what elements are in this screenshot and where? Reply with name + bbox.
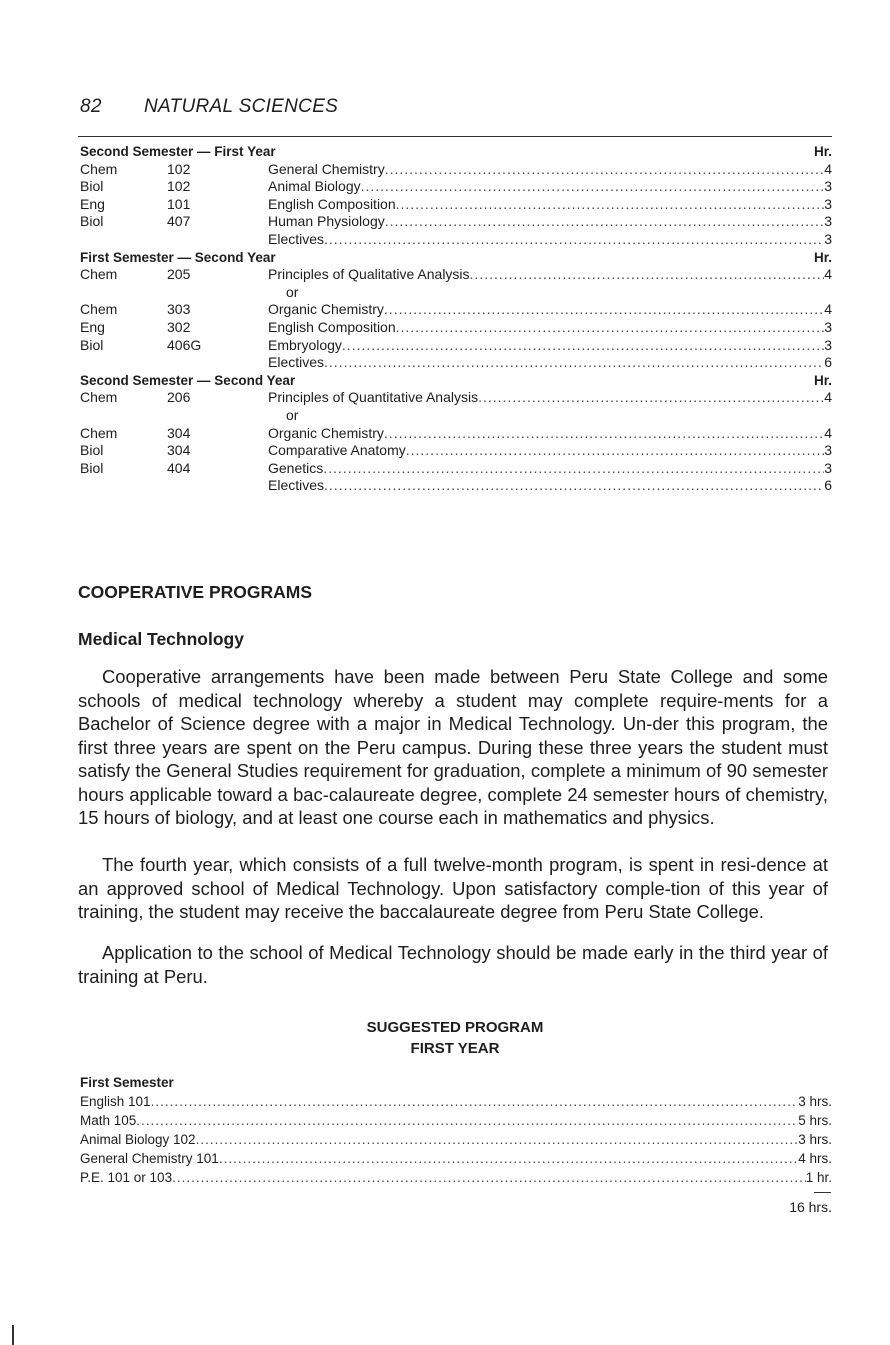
course-schedule [80,143,832,495]
course-row: Chem 206 Principles of Quantitative Analysis ..... 4 [80,389,832,407]
page-number: 82 [80,96,102,117]
program-total-hours: 16 hrs. [789,1199,832,1215]
course-row: Chem 303 Organic Chemistry ..... 4 [80,301,832,319]
course-row: Biol 406G Embryology ..... 3 [80,337,832,355]
program-course-row: Math 105 ..... 5 hrs. [80,1111,832,1130]
body-paragraph: The fourth year, which consists of a full twelve-month program, is spent in resi-dence at an approved school of Medical Technology. Upon satisfactory comple-tion of this year of training, the student may receive the baccalaureate degree from Peru State College. [78,854,828,922]
body-paragraph: Cooperative arrangements have been made between Peru State College and some schools of medical technology whereby a student may complete require-ments for a Bachelor of Science degree with a major in Medical Technology. Un-der this program, the first three years are spent on the Peru campus. During these three years the student must satisfy the General Studies requirement for graduation, complete a minimum of 90 semester hours applicable toward a bac-calaureate degree, complete 24 semester hours of chemistry, 15 hours of biology, and at least one course each in mathematics and physics. [78,666,828,828]
course-row: Eng 101 English Composition ..... 3 [80,196,832,214]
course-row: Eng 302 English Composition ..... 3 [80,319,832,337]
program-semester-heading: First Semester [80,1075,174,1090]
course-row: Electives ..... 6 [80,477,832,495]
section-heading: COOPERATIVE PROGRAMS [78,582,313,602]
total-rule [814,1192,831,1193]
semester-heading: First Semester — Second Year Hr. [80,249,832,265]
program-year-title: FIRST YEAR [410,1040,500,1057]
body-paragraph: Application to the school of Medical Technology should be made early in the third year of training at Peru. [78,942,828,987]
course-row: Biol 304 Comparative Anatomy ..... 3 [80,442,832,460]
course-row: Chem 304 Organic Chemistry ..... 4 [80,425,832,443]
semester-heading: Second Semester — Second Year Hr. [80,372,832,388]
semester-heading: Second Semester — First Year Hr. [80,144,832,159]
course-row: Biol 407 Human Physiology ..... 3 [80,213,832,231]
program-title: SUGGESTED PROGRAM [366,1019,544,1036]
program-course-row: English 101 ..... 3 hrs. [80,1092,832,1111]
program-course-row: General Chemistry 101 ..... 4 hrs. [80,1149,832,1168]
program-course-row: P.E. 101 or 103 ..... 1 hr. [80,1168,832,1187]
course-row: Electives ..... 3 [80,231,832,249]
course-row: Chem 102 General Chemistry ..... 4 [80,161,832,179]
running-title: NATURAL SCIENCES [144,96,339,117]
program-course-row: Animal Biology 102 ..... 3 hrs. [80,1130,832,1149]
header-rule [78,136,832,137]
course-row: Chem 205 Principles of Qualitative Analysis ..... 4 [80,266,832,284]
or-row: or [286,283,299,300]
scan-margin-mark [12,1325,14,1345]
course-row: Biol 404 Genetics ..... 3 [80,460,832,478]
or-row: or [286,406,299,423]
page-header [80,96,338,118]
course-row: Biol 102 Animal Biology ..... 3 [80,178,832,196]
course-row: Electives ..... 6 [80,354,832,372]
subsection-heading: Medical Technology [78,629,244,649]
suggested-program-list [80,1073,832,1187]
